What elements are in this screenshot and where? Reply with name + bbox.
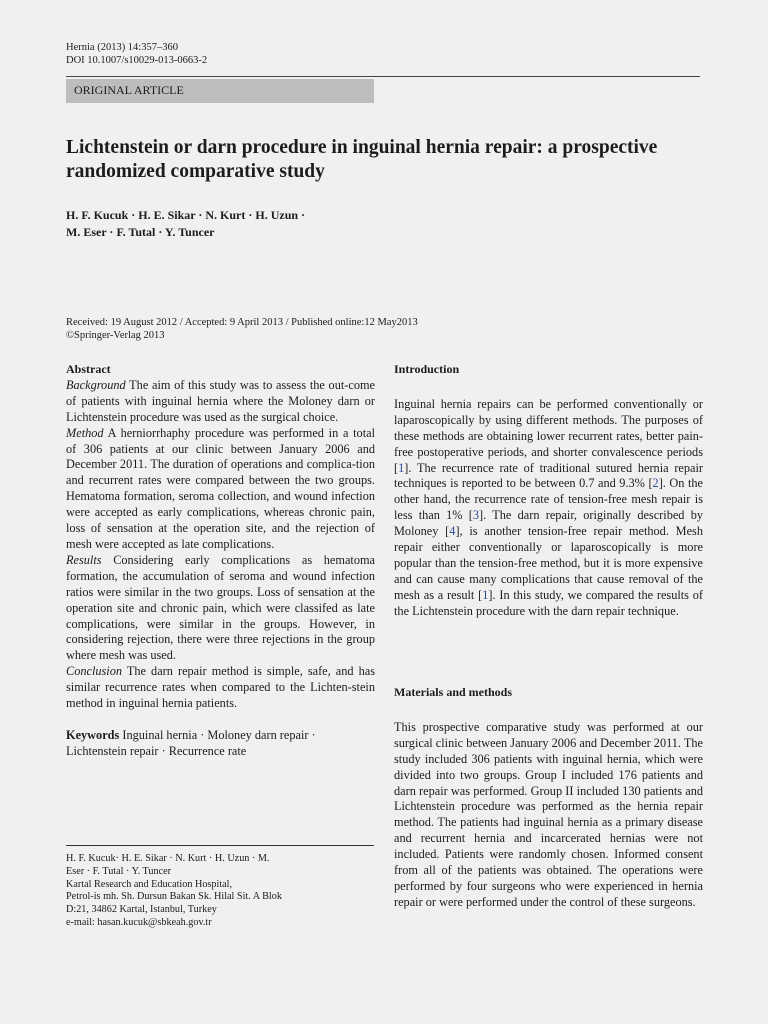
keywords-text: Inguinal hernia · Moloney darn repair · Lichtenstein repair · Recurrence rate <box>66 727 316 758</box>
citation-link[interactable]: 3 <box>472 508 480 523</box>
authors-line-1: H. F. Kucuk · H. E. Sikar · N. Kurt · H. Uzun · <box>66 208 306 222</box>
journal-citation <box>66 41 207 67</box>
methods-section <box>394 685 703 911</box>
affiliation-line: Petrol-is mh. Sh. Dursun Bakan Sk. Hilal Sit. A Blok <box>66 891 282 903</box>
method-text: A herniorrhaphy procedure was performed in a total of 306 patients at our clinic between January 2006 and December 2011. The duration of operations and complica-tion and recurrent rates were compared between the two groups. Hematoma formation, seroma collection, and wound infection were accepted as early complications, whereas chronic pain, loss of sensation at the operation site, and the rejection of mesh were accepted as late complications. <box>66 425 375 551</box>
background-label: Background <box>66 377 126 392</box>
citation-link[interactable]: 1 <box>482 587 489 602</box>
abstract-results <box>66 553 375 664</box>
results-text: Considering early complications as hematoma formation, the accumulation of seroma and wound infection ratios were similar in the two groups. Loss of sensation at the operation site and chronic pain, which were classifed as late complications, were similar in the groups. However, in considering rejection, there were three rejections in the group where mesh was used. <box>66 552 375 663</box>
introduction-heading: Introduction <box>394 362 460 376</box>
authors-line-2: M. Eser · F. Tutal · Y. Tuncer <box>66 225 215 239</box>
keywords-label: Keywords <box>66 727 120 742</box>
intro-text: ], is another tension-free repair method. Mesh repair either conventionally or laparoscopically is more popular than the tension-free method, but it is more expensive and can cause many complications that cause removal of the mesh as a result [ <box>394 524 703 602</box>
article-title: Lichtenstein or darn procedure in inguinal hernia repair: a prospective randomized comparative study <box>66 137 658 182</box>
journal-line: Hernia (2013) 14:357–360 <box>66 42 178 53</box>
copyright-line: ©Springer-Verlag 2013 <box>66 330 165 341</box>
keywords <box>66 728 375 760</box>
affiliation-line: D:21, 34862 Kartal, Istanbul, Turkey <box>66 904 217 916</box>
citation-link[interactable]: 1 <box>398 460 405 475</box>
publication-dates <box>66 316 700 342</box>
affiliation-email[interactable]: e-mail: hasan.kucuk@sbkeah.gov.tr <box>66 916 212 928</box>
author-list <box>66 207 466 241</box>
abstract-background <box>66 378 375 426</box>
methods-paragraph: This prospective comparative study was performed at our surgical clinic between January 2006 and December 2011. The study included 306 patients with inguinal hernia, which were divided into two groups. Group I included 176 patients and darn repair was performed. Group II included 130 patients and Lichtenstein procedure was performed as the hernia repair method. The patients had inguinal hernia as a primary disease and recurrent hernia and incarcerated hernias were not included. Patients were randomly chosen. Informed consent from all of the patients was obtained. The operations were performed by four surgeons who were experienced in hernia repair or were performed under the control of these surgeons. <box>394 719 703 909</box>
doi-line: DOI 10.1007/s10029-013-0663-2 <box>66 55 208 66</box>
abstract-section <box>66 362 375 760</box>
intro-text: ]. The darn repair, originally described by Moloney [ <box>394 508 703 539</box>
article-type-label: ORIGINAL ARTICLE <box>74 83 184 97</box>
intro-text: ]. In this study, we compared the results of the Lichtenstein procedure with the darn repair technique. <box>394 587 703 618</box>
affiliation-line: Eser · F. Tutal · Y. Tuncer <box>66 865 172 877</box>
conclusion-label: Conclusion <box>66 664 123 679</box>
affiliation-block <box>66 853 374 930</box>
introduction-paragraph <box>394 397 703 620</box>
affiliation-rule <box>66 845 374 846</box>
affiliation-line: Kartal Research and Education Hospital, <box>66 878 233 890</box>
background-text: The aim of this study was to assess the out-come of patients with inguinal hernia where the Moloney darn or Lichtenstein procedure was used as the surgical choice. <box>66 377 375 424</box>
abstract-conclusion <box>66 664 375 712</box>
conclusion-text: The darn repair method is simple, safe, and has similar recurrence rates when compared to the Lichten-stein method in inguinal hernia patients. <box>66 664 375 711</box>
citation-link[interactable]: 2 <box>652 476 659 491</box>
intro-text: Inguinal hernia repairs can be performed conventionally or laparoscopically by using different methods. The purposes of these methods are obtaining lower recurrent rates, better pain-free postoperative periods, and shorter convalescence periods [ <box>394 396 703 475</box>
intro-text: ]. On the other hand, the recurrence rate of tension-free mesh repair is less than 1% [ <box>394 476 703 523</box>
method-label: Method <box>66 425 104 440</box>
received-line: Received: 19 August 2012 / Accepted: 9 April 2013 / Published online:12 May2013 <box>66 317 418 328</box>
methods-heading: Materials and methods <box>394 685 512 699</box>
citation-link[interactable]: 4 <box>449 524 456 539</box>
article-type-bar <box>66 79 374 103</box>
header-rule <box>66 76 700 77</box>
abstract-method <box>66 426 375 553</box>
results-label: Results <box>66 552 102 567</box>
intro-text: ]. The recurrence rate of traditional sutured hernia repair techniques is reported to be between 0.7 and 9.3% [ <box>394 460 703 491</box>
introduction-section <box>394 362 703 620</box>
affiliation-line: H. F. Kucuk· H. E. Sikar · N. Kurt · H. Uzun · M. <box>66 853 270 864</box>
abstract-heading: Abstract <box>66 362 111 376</box>
